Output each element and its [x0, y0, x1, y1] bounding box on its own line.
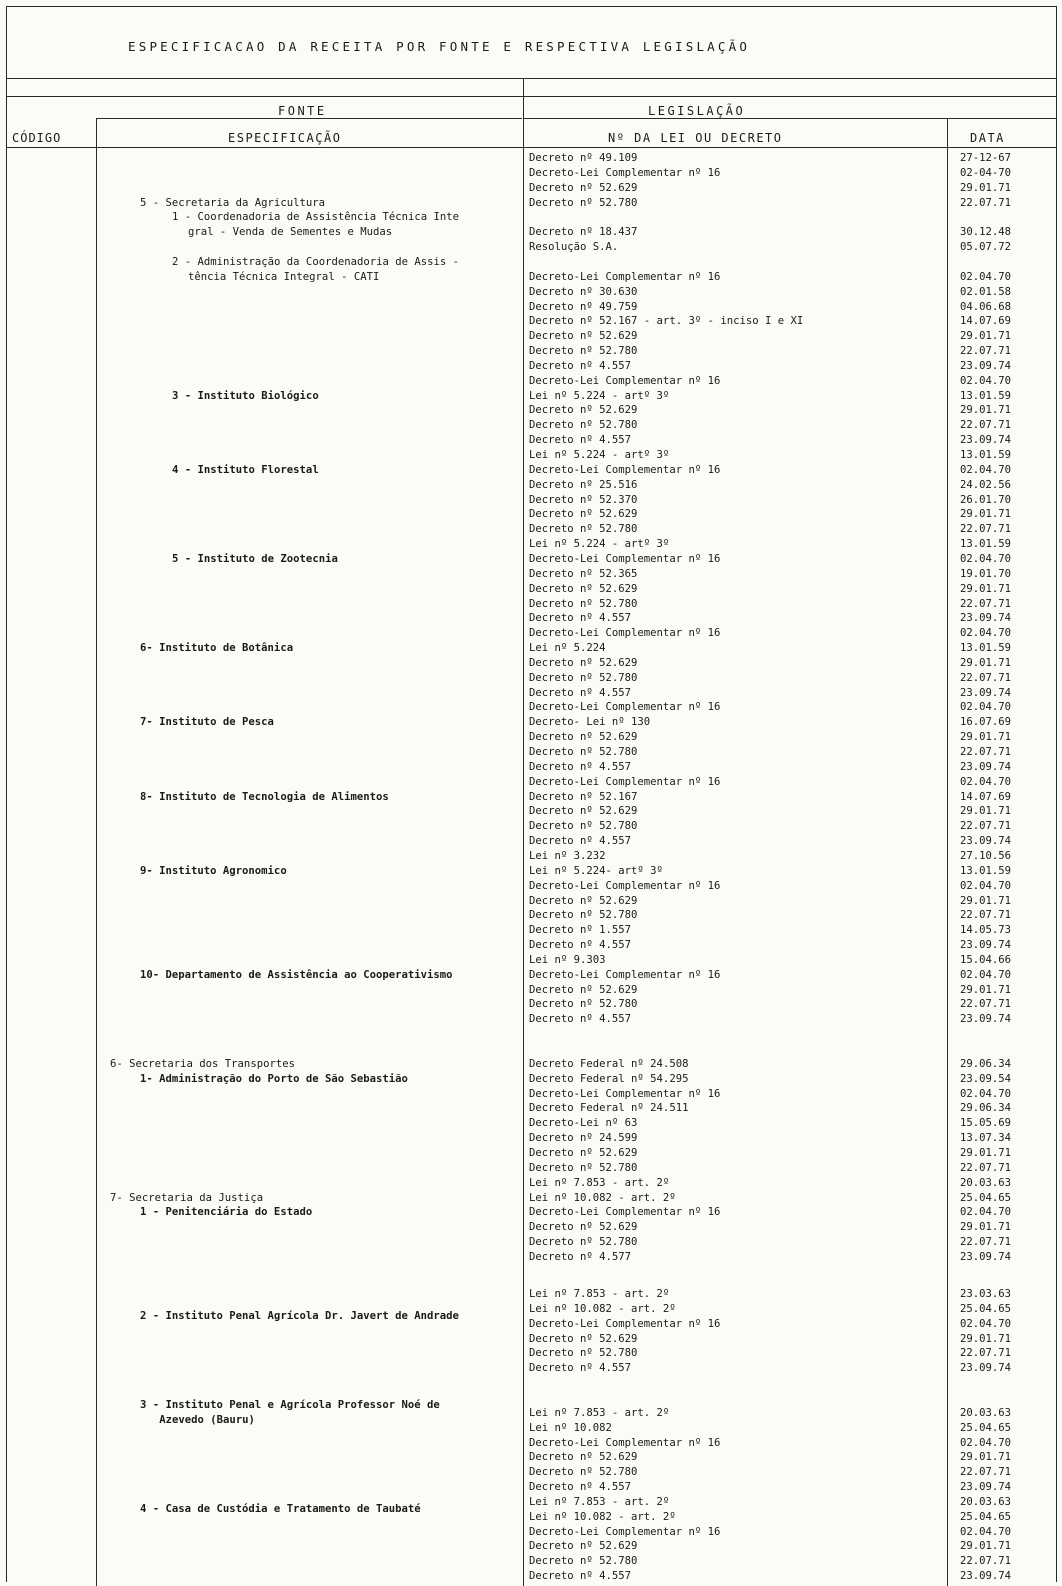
data-cell: 13.07.34 — [960, 1132, 1012, 1145]
lei-decreto-cell: Decreto nº 52.780 — [529, 820, 638, 833]
especificacao-item: 4 - Instituto Florestal — [172, 463, 319, 476]
lei-decreto-cell: Decreto nº 4.557 — [529, 1570, 632, 1583]
fonte-underline — [96, 118, 522, 119]
especificacao-item: 6- Instituto de Botânica — [140, 642, 294, 655]
lei-decreto-cell: Decreto nº 52.780 — [529, 597, 638, 610]
especificacao-item: Azevedo (Bauru) — [159, 1414, 255, 1427]
especificacao-item: 1 - Penitenciária do Estado — [140, 1206, 313, 1219]
data-cell: 02.04.70 — [960, 1087, 1012, 1100]
lei-decreto-cell: Lei nº 9.303 — [529, 953, 606, 966]
data-cell: 02.04.70 — [960, 1317, 1012, 1330]
data-cell: 23.09.74 — [960, 1570, 1012, 1583]
data-cell: 27-12-67 — [960, 152, 1012, 164]
lei-decreto-cell: Decreto-Lei Complementar nº 16 — [529, 1087, 721, 1100]
data-cell: 02.04.70 — [960, 463, 1012, 476]
data-cell: 29.01.71 — [960, 181, 1012, 194]
lei-decreto-cell: Decreto-Lei Complementar nº 16 — [529, 374, 721, 387]
lei-decreto-cell: Decreto nº 52.629 — [529, 805, 638, 818]
lei-decreto-cell: Lei nº 5.224 - artº 3º — [529, 389, 670, 402]
data-cell: 02.04.70 — [960, 968, 1012, 981]
data-cell: 22.07.71 — [960, 597, 1012, 610]
data-cell: 02.01.58 — [960, 285, 1012, 298]
data-cell: 22.07.71 — [960, 671, 1012, 684]
especificacao-item: gral - Venda de Sementes e Mudas — [188, 226, 393, 239]
data-cell: 02.04.70 — [960, 627, 1012, 640]
especificacao-item: 1- Administração do Porto de São Sebastião — [140, 1072, 408, 1085]
data-cell: 29.01.71 — [960, 508, 1012, 521]
lei-decreto-cell: Decreto nº 52.629 — [529, 1221, 638, 1234]
data-cell: 23.09.74 — [960, 1362, 1012, 1375]
data-cell: 02.04.70 — [960, 775, 1012, 788]
lei-decreto-cell: Lei nº 7.853 - art. 2º — [529, 1495, 670, 1508]
lei-decreto-cell: Decreto-Lei Complementar nº 16 — [529, 1206, 721, 1219]
lei-decreto-cell: Decreto nº 52.780 — [529, 746, 638, 758]
lei-decreto-cell: Decreto nº 52.780 — [529, 1555, 638, 1568]
data-cell: 29.01.71 — [960, 1451, 1012, 1464]
lei-decreto-cell: Lei nº 5.224 — [529, 642, 606, 655]
lei-decreto-cell: Decreto nº 18.437 — [529, 226, 638, 239]
lei-decreto-cell: Decreto nº 4.557 — [529, 434, 632, 447]
header-especificacao: ESPECIFICAÇÃO — [228, 131, 342, 145]
codigo-column-divider — [96, 118, 97, 1586]
especificacao-item: 5 - Secretaria da Agricultura — [140, 196, 325, 209]
data-cell: 23.09.74 — [960, 939, 1012, 952]
data-cell: 23.09.74 — [960, 686, 1012, 699]
data-cell: 25.04.65 — [960, 1302, 1012, 1315]
lei-decreto-cell: Decreto- Lei nº 130 — [529, 716, 651, 729]
data-cell: 02.04.70 — [960, 552, 1012, 565]
especificacao-item: 2 - Instituto Penal Agrícola Dr. Javert de Andrade — [140, 1310, 459, 1323]
data-cell: 15.04.66 — [960, 953, 1012, 966]
data-cell: 14.07.69 — [960, 790, 1012, 803]
data-cell: 23.09.54 — [960, 1072, 1012, 1085]
data-cell: 29.06.34 — [960, 1102, 1012, 1115]
data-cell: 22.07.71 — [960, 345, 1012, 358]
especificacao-item: 9- Instituto Agronomico — [140, 864, 287, 877]
lei-decreto-cell: Lei nº 10.082 — [529, 1421, 612, 1434]
data-cell: 29.01.71 — [960, 330, 1012, 343]
data-cell: 19.01.70 — [960, 567, 1012, 580]
lei-decreto-cell: Decreto-Lei Complementar nº 16 — [529, 775, 721, 788]
header-lei-decreto: Nº DA LEI OU DECRETO — [608, 131, 783, 145]
data-cell: 13.01.59 — [960, 389, 1012, 402]
data-cell: 02.04.70 — [960, 701, 1012, 714]
especificacao-item: 5 - Instituto de Zootecnia — [172, 552, 338, 565]
data-cell: 25.04.65 — [960, 1421, 1012, 1434]
data-cell: 29.01.71 — [960, 894, 1012, 907]
especificacao-item: 2 - Administração da Coordenadoria de Assis - — [172, 255, 460, 268]
lei-decreto-cell: Decreto-Lei nº 63 — [529, 1117, 638, 1130]
lei-decreto-cell: Decreto Federal nº 24.511 — [529, 1102, 689, 1115]
lei-decreto-cell: Decreto nº 52.629 — [529, 1451, 638, 1464]
fonte-legislacao-divider — [523, 78, 524, 1586]
lei-decreto-cell: Lei nº 3.232 — [529, 849, 606, 862]
document-title: ESPECIFICACAO DA RECEITA POR FONTE E RESPECTIVA LEGISLAÇÃO — [128, 39, 751, 54]
lei-decreto-cell: Decreto nº 24.599 — [529, 1132, 638, 1145]
lei-decreto-cell: Decreto nº 4.557 — [529, 1013, 632, 1026]
data-cell: 29.01.71 — [960, 582, 1012, 595]
lei-decreto-cell: Decreto nº 52.629 — [529, 731, 638, 744]
header-legislacao: LEGISLAÇÃO — [648, 104, 746, 118]
lei-decreto-cell: Decreto nº 52.629 — [529, 508, 638, 521]
header-divider-top — [6, 96, 1056, 97]
left-border — [6, 6, 7, 1582]
data-cell: 22.07.71 — [960, 419, 1012, 432]
lei-decreto-cell: Decreto nº 52.780 — [529, 671, 638, 684]
data-cell: 04.06.68 — [960, 300, 1012, 313]
data-cell: 22.07.71 — [960, 1555, 1012, 1568]
data-column-divider — [947, 118, 948, 1586]
lei-decreto-cell: Decreto nº 1.557 — [529, 924, 632, 937]
lei-decreto-cell: Decreto nº 52.629 — [529, 404, 638, 417]
data-cell: 14.05.73 — [960, 924, 1012, 937]
data-cell: 22.07.71 — [960, 909, 1012, 922]
data-cell: 13.01.59 — [960, 538, 1012, 551]
data-cell: 22.07.71 — [960, 1161, 1012, 1174]
data-cell: 23.09.74 — [960, 1250, 1012, 1263]
especificacao-item: 4 - Casa de Custódia e Tratamento de Taubaté — [140, 1503, 421, 1516]
data-cell: 27.10.56 — [960, 849, 1012, 862]
data-cell: 20.03.63 — [960, 1176, 1012, 1189]
data-cell: 23.09.74 — [960, 1013, 1012, 1026]
data-cell: 29.01.71 — [960, 1146, 1012, 1159]
data-cell: 02.04.70 — [960, 374, 1012, 387]
lei-decreto-cell: Decreto-Lei Complementar nº 16 — [529, 1317, 721, 1330]
lei-decreto-cell: Decreto nº 4.557 — [529, 939, 632, 952]
data-cell: 02.04.70 — [960, 879, 1012, 892]
data-cell: 26.01.70 — [960, 493, 1012, 506]
lei-decreto-cell: Decreto-Lei Complementar nº 16 — [529, 1525, 721, 1538]
especificacao-item: 3 - Instituto Biológico — [172, 389, 319, 402]
lei-decreto-cell: Decreto nº 30.630 — [529, 285, 638, 298]
lei-decreto-cell: Decreto nº 52.780 — [529, 419, 638, 432]
lei-decreto-cell: Decreto nº 52.629 — [529, 582, 638, 595]
data-cell: 13.01.59 — [960, 449, 1012, 461]
data-cell: 23.09.74 — [960, 612, 1012, 625]
data-cell: 23.09.74 — [960, 760, 1012, 773]
lei-decreto-cell: Decreto nº 52.780 — [529, 523, 638, 536]
lei-decreto-cell: Decreto nº 52.629 — [529, 983, 638, 996]
data-cell: 29.06.34 — [960, 1057, 1012, 1070]
lei-decreto-cell: Decreto nº 52.629 — [529, 1540, 638, 1553]
data-cell: 29.01.71 — [960, 805, 1012, 818]
lei-decreto-cell: Decreto nº 4.577 — [529, 1250, 632, 1263]
header-codigo: CÓDIGO — [12, 131, 62, 145]
lei-decreto-cell: Lei nº 7.853 - art. 2º — [529, 1288, 670, 1301]
especificacao-item: 7- Instituto de Pesca — [140, 716, 274, 729]
data-cell: 25.04.65 — [960, 1191, 1012, 1204]
lei-decreto-cell: Decreto nº 52.629 — [529, 1332, 638, 1345]
lei-decreto-cell: Decreto-Lei Complementar nº 16 — [529, 627, 721, 640]
data-cell: 29.01.71 — [960, 656, 1012, 669]
lei-decreto-cell: Decreto nº 52.629 — [529, 330, 638, 343]
data-cell: 29.01.71 — [960, 1221, 1012, 1234]
data-cell: 25.04.65 — [960, 1510, 1012, 1523]
data-cell: 22.07.71 — [960, 196, 1012, 209]
data-cell: 22.07.71 — [960, 523, 1012, 536]
lei-decreto-cell: Resolução S.A. — [529, 241, 619, 254]
data-cell: 13.01.59 — [960, 642, 1012, 655]
lei-decreto-cell: Lei nº 7.853 - art. 2º — [529, 1176, 670, 1189]
especificacao-item: 3 - Instituto Penal e Agrícola Professor Noé de — [140, 1399, 440, 1412]
lei-decreto-cell: Decreto nº 52.780 — [529, 1161, 638, 1174]
lei-decreto-cell: Decreto nº 4.557 — [529, 686, 632, 699]
data-cell: 02.04.70 — [960, 1206, 1012, 1219]
lei-decreto-cell: Lei nº 10.082 - art. 2º — [529, 1191, 676, 1204]
lei-decreto-cell: Lei nº 5.224- artº 3º — [529, 864, 663, 877]
especificacao-item: 8- Instituto de Tecnologia de Alimentos — [140, 790, 389, 803]
data-cell: 13.01.59 — [960, 864, 1012, 877]
lei-decreto-cell: Decreto-Lei Complementar nº 16 — [529, 701, 721, 714]
lei-decreto-cell: Lei nº 7.853 - art. 2º — [529, 1406, 670, 1419]
data-cell: 22.07.71 — [960, 1466, 1012, 1479]
especificacao-item: 7- Secretaria da Justiça — [110, 1191, 264, 1204]
data-cell: 23.09.74 — [960, 835, 1012, 848]
lei-decreto-cell: Lei nº 5.224 - artº 3º — [529, 449, 670, 461]
data-cell: 20.03.63 — [960, 1495, 1012, 1508]
lei-decreto-cell: Decreto nº 52.780 — [529, 196, 638, 209]
lei-decreto-cell: Decreto nº 52.780 — [529, 1347, 638, 1360]
header-data: DATA — [970, 131, 1005, 145]
data-cell: 29.01.71 — [960, 1540, 1012, 1553]
lei-decreto-cell: Decreto nº 49.759 — [529, 300, 638, 313]
data-cell: 02.04.70 — [960, 1436, 1012, 1449]
especificacao-item: 6- Secretaria dos Transportes — [110, 1057, 295, 1070]
lei-decreto-cell: Decreto-Lei Complementar nº 16 — [529, 968, 721, 981]
data-cell: 22.07.71 — [960, 1236, 1012, 1249]
top-border — [6, 6, 1056, 7]
lei-decreto-cell: Lei nº 10.082 - art. 2º — [529, 1510, 676, 1523]
data-cell: 02.04.70 — [960, 270, 1012, 283]
data-cell: 23.09.74 — [960, 434, 1012, 447]
lei-decreto-cell: Decreto nº 4.557 — [529, 760, 632, 773]
right-border — [1056, 6, 1057, 1582]
data-cell: 16.07.69 — [960, 716, 1012, 729]
lei-decreto-cell: Decreto nº 25.516 — [529, 478, 638, 491]
lei-decreto-cell: Decreto nº 52.780 — [529, 1236, 638, 1249]
lei-decreto-cell: Decreto Federal nº 54.295 — [529, 1072, 689, 1085]
data-cell: 29.01.71 — [960, 983, 1012, 996]
lei-decreto-cell: Lei nº 5.224 - artº 3º — [529, 538, 670, 551]
especificacao-item: 1 - Coordenadoria de Assistência Técnica Inte — [172, 211, 460, 224]
header-fonte: FONTE — [278, 104, 327, 118]
data-cell: 02.04.70 — [960, 1525, 1012, 1538]
data-cell: 29.01.71 — [960, 1332, 1012, 1345]
lei-decreto-cell: Decreto nº 52.629 — [529, 894, 638, 907]
data-cell: 22.07.71 — [960, 998, 1012, 1011]
legislacao-underline — [524, 118, 1056, 119]
data-cell: 15.05.69 — [960, 1117, 1012, 1130]
lei-decreto-cell: Decreto-Lei Complementar nº 16 — [529, 166, 721, 179]
data-cell: 22.07.71 — [960, 820, 1012, 833]
lei-decreto-cell: Decreto nº 49.109 — [529, 152, 638, 164]
lei-decreto-cell: Decreto nº 4.557 — [529, 1481, 632, 1494]
lei-decreto-cell: Decreto nº 52.370 — [529, 493, 638, 506]
lei-decreto-cell: Decreto-Lei Complementar nº 16 — [529, 552, 721, 565]
title-divider — [6, 78, 1056, 79]
especificacao-item: 10- Departamento de Assistência ao Cooperativismo — [140, 968, 453, 981]
lei-decreto-cell: Decreto-Lei Complementar nº 16 — [529, 1436, 721, 1449]
data-cell: 02-04-70 — [960, 166, 1012, 179]
data-cell: 29.01.71 — [960, 404, 1012, 417]
data-cell: 24.02.56 — [960, 478, 1012, 491]
lei-decreto-cell: Decreto nº 4.557 — [529, 835, 632, 848]
lei-decreto-cell: Decreto nº 4.557 — [529, 1362, 632, 1375]
lei-decreto-cell: Decreto-Lei Complementar nº 16 — [529, 879, 721, 892]
especificacao-item: tência Técnica Integral - CATI — [188, 270, 380, 283]
data-cell: 05.07.72 — [960, 241, 1012, 254]
data-cell: 23.03.63 — [960, 1288, 1012, 1301]
lei-decreto-cell: Decreto nº 52.780 — [529, 345, 638, 358]
lei-decreto-cell: Decreto nº 52.365 — [529, 567, 638, 580]
header-divider-bottom — [6, 147, 1056, 148]
lei-decreto-cell: Decreto-Lei Complementar nº 16 — [529, 463, 721, 476]
lei-decreto-cell: Decreto-Lei Complementar nº 16 — [529, 270, 721, 283]
lei-decreto-cell: Decreto nº 52.629 — [529, 1146, 638, 1159]
lei-decreto-cell: Decreto nº 52.629 — [529, 181, 638, 194]
data-cell: 30.12.48 — [960, 226, 1012, 239]
lei-decreto-cell: Decreto nº 52.780 — [529, 1466, 638, 1479]
lei-decreto-cell: Decreto nº 52.780 — [529, 998, 638, 1011]
lei-decreto-cell: Decreto nº 52.167 - art. 3º - inciso I e XI — [529, 315, 804, 328]
data-cell: 22.07.71 — [960, 1347, 1012, 1360]
data-cell: 23.09.74 — [960, 359, 1012, 372]
lei-decreto-cell: Decreto nº 4.557 — [529, 612, 632, 625]
lei-decreto-cell: Lei nº 10.082 - art. 2º — [529, 1302, 676, 1315]
lei-decreto-cell: Decreto Federal nº 24.508 — [529, 1057, 689, 1070]
lei-decreto-cell: Decreto nº 52.167 — [529, 790, 638, 803]
data-cell: 14.07.69 — [960, 315, 1012, 328]
data-cell: 29.01.71 — [960, 731, 1012, 744]
data-cell: 23.09.74 — [960, 1481, 1012, 1494]
lei-decreto-cell: Decreto nº 52.629 — [529, 656, 638, 669]
lei-decreto-cell: Decreto nº 52.780 — [529, 909, 638, 922]
data-cell: 20.03.63 — [960, 1406, 1012, 1419]
data-cell: 22.07.71 — [960, 746, 1012, 758]
lei-decreto-cell: Decreto nº 4.557 — [529, 359, 632, 372]
